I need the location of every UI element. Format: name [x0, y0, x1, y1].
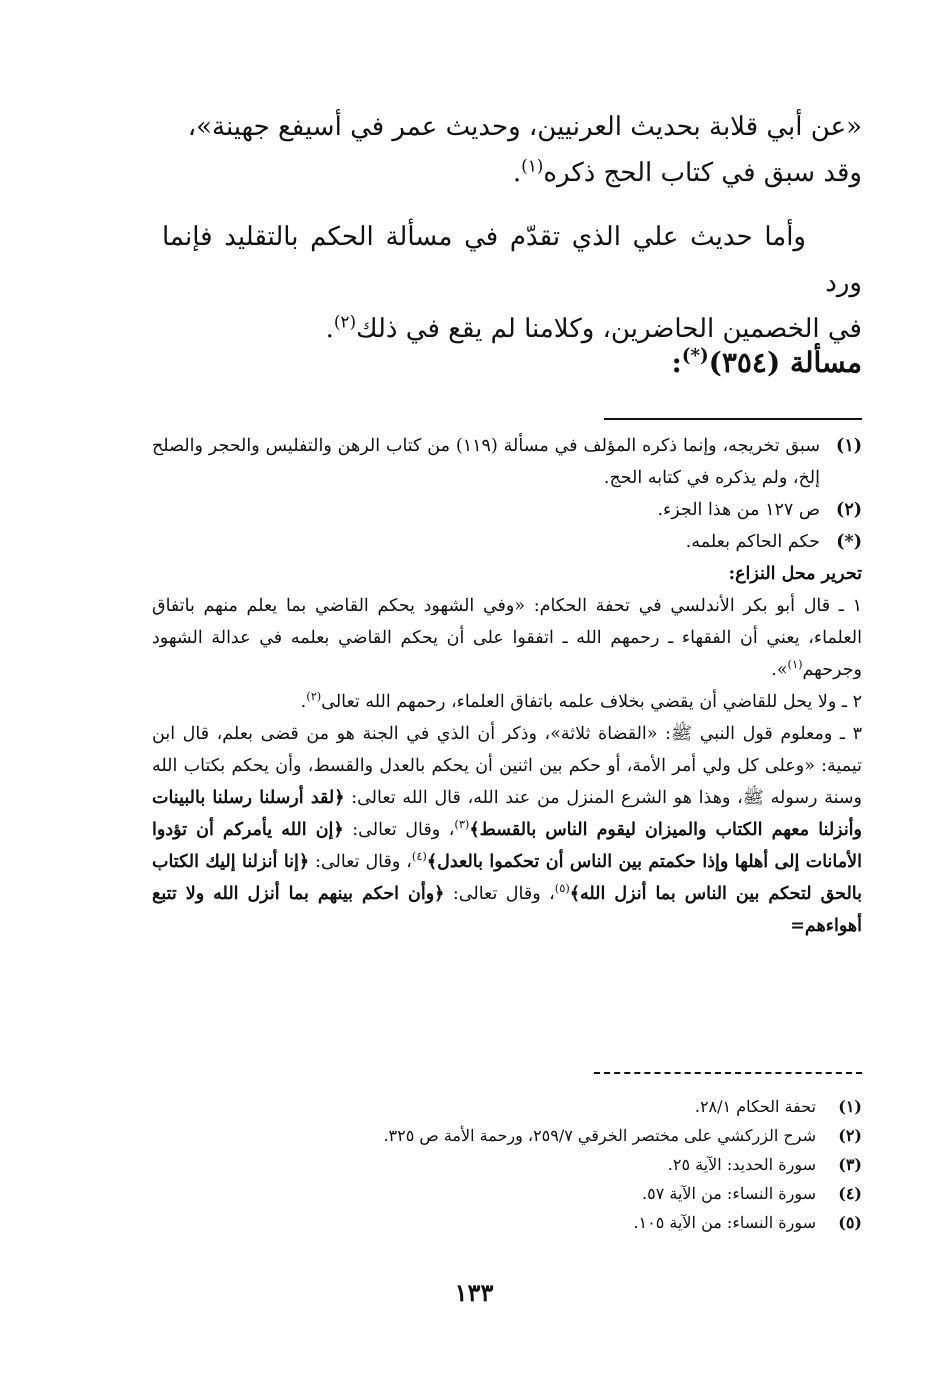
- footnote-2: [152, 494, 862, 526]
- bottom-footnote-5: [162, 1208, 862, 1237]
- quran-quote-3: ﴿إنا أنزلنا إليك الكتاب بالحق لتحكم بين الناس بما أنزل الله﴾: [152, 852, 862, 904]
- paragraph-2-line-2: في الخصمين الحاضرين، وكلامنا لم يقع في ذلك$^{(٢)}$.: [325, 311, 862, 344]
- paragraph-1-line-2-text: وقد سبق في كتاب الحج ذكره: [543, 158, 862, 188]
- bottom-footnote-number: (٢): [838, 1126, 862, 1145]
- footnote-star: [152, 526, 862, 558]
- footnote-separator: [604, 418, 862, 420]
- tahrir-item-1-text: ١ ـ قال أبو بكر الأندلسي في تحفة الحكام: «وفي الشهود يحكم القاضي بما يعلم منهم باتفاق العلماء، يعني أن الفقهاء ـ رحمهم الله ـ اتفقوا على أن يحكم القاضي بعلمه في عدالة الشهود وجرحهم: [152, 596, 862, 680]
- section-heading-text: مسألة (٣٥٤): [708, 346, 862, 379]
- quran-quote-1: ﴿لقد أرسلنا رسلنا بالبينات وأنزلنا معهم الكتاب والميزان ليقوم الناس بالقسط﴾: [152, 788, 862, 840]
- bottom-footnote-3: [162, 1150, 862, 1179]
- paragraph-1: [162, 104, 862, 196]
- quran-quote-4: ﴿وأن احكم بينهم بما أنزل الله ولا تتبع أهواءهم: [152, 884, 862, 936]
- paragraph-2-line-1: [162, 214, 862, 306]
- footnote-1-number: (١): [836, 436, 862, 456]
- bottom-footnote-1: [162, 1092, 862, 1121]
- bottom-footnote-2: [162, 1121, 862, 1150]
- tahrir-item-3-text-a: ٣ ـ ومعلوم قول النبي ﷺ: «القضاة ثلاثة»، وذكر أن الذي في الجنة هو من قضى بعلم، قال ابن تيمية: «وعلى كل ولي أمر الأمة، أو حكم بين اثنين أن يحكم بالعدل والقسط، وأن يحكم بكتاب الله وسنة رسوله ﷺ، وهذا هو الشرع المنزل من عند الله، قال الله تعالى:: [152, 724, 862, 808]
- footnote-1: [152, 430, 862, 494]
- footnote-2-number: (٢): [836, 500, 862, 520]
- paragraph-2: [162, 214, 862, 352]
- bottom-footnote-number: (٥): [838, 1213, 862, 1232]
- bottom-footnotes: [162, 1092, 862, 1237]
- page-number: ١٣٣: [454, 1278, 494, 1307]
- tahrir-item-3-text-b: ، وقال تعالى:: [343, 820, 455, 840]
- tahrir-item-2: ٢ ـ ولا يحل للقاضي أن يقضي بخلاف علمه باتفاق العلماء، رحمهم الله تعالى$^{(٢)}$.: [300, 689, 862, 712]
- paragraph-1-line-2: وقد سبق في كتاب الحج ذكره$^{(١)}$.: [512, 155, 862, 188]
- footnote-star-text: حكم الحاكم بعلمه.: [685, 532, 820, 552]
- footnote-ref-2: (٢): [333, 311, 357, 332]
- tahrir-item-3-ref-3: (٣): [454, 817, 470, 832]
- bottom-footnote-text: سورة النساء: من الآية ٥٧.: [642, 1184, 816, 1203]
- footnotes-section: [152, 430, 862, 942]
- tahrir-item-3-text-d: ، وقال تعالى:: [444, 884, 555, 904]
- bottom-footnote-number: (٤): [838, 1184, 862, 1203]
- paragraph-2-line-2-text: في الخصمين الحاضرين، وكلامنا لم يقع في ذلك: [356, 314, 862, 344]
- paragraph-1-line-1: «عن أبي قلابة بحديث العرنيين، وحديث عمر في أسيفع جهينة»،: [187, 112, 862, 142]
- tahrir-item-2-text: ٢ ـ ولا يحل للقاضي أن يقضي بخلاف علمه باتفاق العلماء، رحمهم الله تعالى: [321, 692, 862, 712]
- tahrir-item-2-ref: (٢): [306, 689, 322, 704]
- tahrir-item-3-text-c: ، وقال تعالى:: [309, 852, 412, 872]
- continuation-mark: =: [790, 916, 805, 936]
- bottom-footnote-text: سورة النساء: من الآية ١٠٥.: [633, 1213, 816, 1232]
- tahrir-item-3-ref-5: (٥): [554, 881, 570, 896]
- bottom-footnote-text: شرح الزركشي على مختصر الخرقي ٢٥٩/٧، ورحمة الأمة ص ٣٢٥.: [383, 1126, 816, 1145]
- tahrir-heading: تحرير محل النزاع:: [728, 564, 862, 584]
- bottom-footnote-separator: [594, 1072, 862, 1074]
- bottom-footnote-4: [162, 1179, 862, 1208]
- bottom-footnote-text: تحفة الحكام ٢٨/١.: [694, 1097, 816, 1116]
- tahrir-item-3-ref-4: (٤): [411, 849, 427, 864]
- bottom-footnote-number: (١): [838, 1097, 862, 1116]
- footnote-ref-1: (١): [521, 155, 544, 176]
- footnote-2-text: ص ١٢٧ من هذا الجزء.: [657, 500, 820, 520]
- tahrir-item-1: ١ ـ قال أبو بكر الأندلسي في تحفة الحكام: «وفي الشهود يحكم القاضي بما يعلم منهم باتفاق العلماء، يعني أن الفقهاء ـ رحمهم الله ـ اتفقوا على أن يحكم القاضي بعلمه في عدالة الشهود وجرحهم$^{(١)}$».: [152, 596, 862, 680]
- footnote-star-number: (*): [836, 532, 862, 552]
- quran-quote-2: ﴿إن الله يأمركم أن تؤدوا الأمانات إلى أهلها وإذا حكمتم بين الناس أن تحكموا بالعدل﴾: [152, 820, 862, 872]
- tahrir-item-1-ref: (١): [787, 657, 803, 672]
- bottom-footnote-number: (٣): [838, 1155, 862, 1174]
- heading-footnote-ref: (*): [681, 345, 709, 367]
- footnote-1-text: سبق تخريجه، وإنما ذكره المؤلف في مسألة (١١٩) من كتاب الرهن والتفليس والحجر والصلح إلخ، ولم يذكره في كتابه الحج.: [152, 436, 820, 488]
- section-heading: مسألة (٣٥٤)(*):: [671, 345, 862, 379]
- paragraph-2-line-1-text: وأما حديث علي الذي تقدّم في مسألة الحكم بالتقليد فإنما ورد: [162, 222, 862, 298]
- tahrir-item-3: [152, 718, 862, 942]
- bottom-footnote-text: سورة الحديد: الآية ٢٥.: [667, 1155, 816, 1174]
